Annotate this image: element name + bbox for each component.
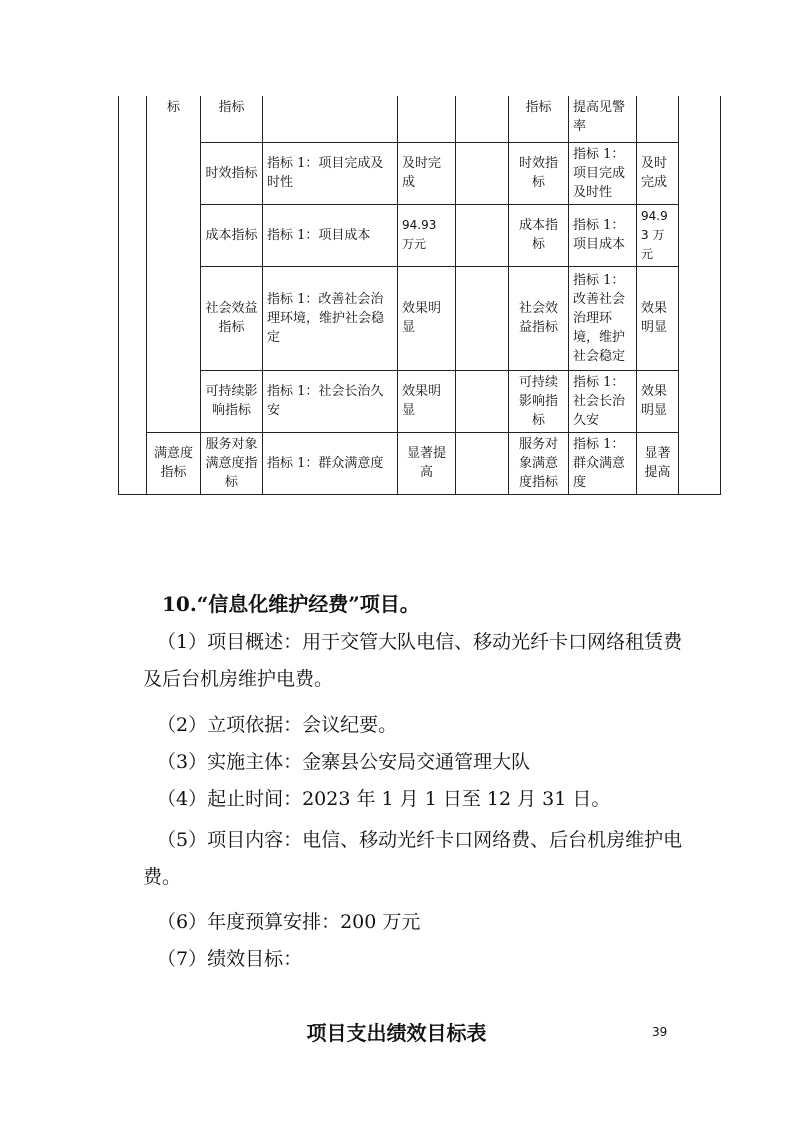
table-cell: 效果明显 <box>637 370 679 432</box>
table-cell: 指标 1：项目完成及时性 <box>569 142 637 204</box>
table-cell: 指标 1：项目成本 <box>263 204 398 266</box>
table-cell: 时效指标 <box>201 142 263 204</box>
table-cell: 指标 1：社会长治久安 <box>569 370 637 432</box>
paragraph: （4）起止时间：2023 年 1 月 1 日至 12 月 31 日。 <box>157 788 611 810</box>
table-cell: 效果明显 <box>398 370 456 432</box>
paragraph: （2）立项依据：会议纪要。 <box>157 714 398 736</box>
table-row <box>119 370 721 432</box>
table-cell: 94.93 万元 <box>398 204 456 266</box>
table-cell <box>263 96 398 142</box>
table-row <box>119 96 721 142</box>
table-cell: 效果明显 <box>398 266 456 370</box>
table-cell <box>456 96 509 142</box>
paragraph: （7）绩效目标： <box>157 948 303 970</box>
table-cell <box>119 96 147 494</box>
table-caption: 项目支出绩效目标表 <box>306 1021 487 1045</box>
table-cell: 指标 1：项目成本 <box>569 204 637 266</box>
table-cell: 时效指标 <box>509 142 569 204</box>
table-cell: 满意度指标 <box>147 432 201 494</box>
table-row <box>119 204 721 266</box>
table-cell: 指标 1：改善社会治理环境，维护社会稳定 <box>263 266 398 370</box>
table-cell: 社会效益指标 <box>509 266 569 370</box>
paragraph: （5）项目内容：电信、移动光纤卡口网络费、后台机房维护电费。 <box>143 829 683 888</box>
table-cell <box>456 266 509 370</box>
page-number: 39 <box>652 1025 668 1039</box>
table-cell: 成本指标 <box>201 204 263 266</box>
table-cell: 可持续影响指标 <box>201 370 263 432</box>
table-cell: 指标 1：群众满意度 <box>569 432 637 494</box>
table-row <box>119 266 721 370</box>
paragraph: （3）实施主体：金寨县公安局交通管理大队 <box>157 751 531 773</box>
table-cell <box>637 96 679 142</box>
table-cell: 指标 1：项目完成及时性 <box>263 142 398 204</box>
table-cell: 可持续影响指标 <box>509 370 569 432</box>
paragraph: （1）项目概述：用于交管大队电信、移动光纤卡口网络租赁费及后台机房维护电费。 <box>143 631 683 690</box>
table-cell <box>679 96 721 494</box>
table-cell: 94.93 万元 <box>637 204 679 266</box>
table-cell: 及时完成 <box>398 142 456 204</box>
section-heading: 10.“信息化维护经费”项目。 <box>162 592 420 616</box>
table-cell: 标 <box>147 96 201 432</box>
table-cell: 成本指标 <box>509 204 569 266</box>
table-cell: 指标 <box>509 96 569 142</box>
table-cell <box>398 96 456 142</box>
table-cell: 提高见警率 <box>569 96 637 142</box>
table-cell <box>456 432 509 494</box>
table-cell: 显著提高 <box>637 432 679 494</box>
paragraph: （6）年度预算安排：200 万元 <box>157 911 421 933</box>
table-cell: 指标 <box>201 96 263 142</box>
table-cell: 服务对象满意度指标 <box>509 432 569 494</box>
table-cell: 指标 1：社会长治久安 <box>263 370 398 432</box>
table-cell: 效果明显 <box>637 266 679 370</box>
table-cell <box>456 370 509 432</box>
table-cell: 服务对象满意度指标 <box>201 432 263 494</box>
table-cell: 显著提高 <box>398 432 456 494</box>
table-row <box>119 432 721 494</box>
performance-table <box>118 96 721 495</box>
table-cell: 指标 1：改善社会治理环境，维护社会稳定 <box>569 266 637 370</box>
table-row <box>119 142 721 204</box>
table-cell: 指标 1：群众满意度 <box>263 432 398 494</box>
table-cell <box>456 204 509 266</box>
table-cell <box>456 142 509 204</box>
table-cell: 社会效益指标 <box>201 266 263 370</box>
table-cell: 及时完成 <box>637 142 679 204</box>
